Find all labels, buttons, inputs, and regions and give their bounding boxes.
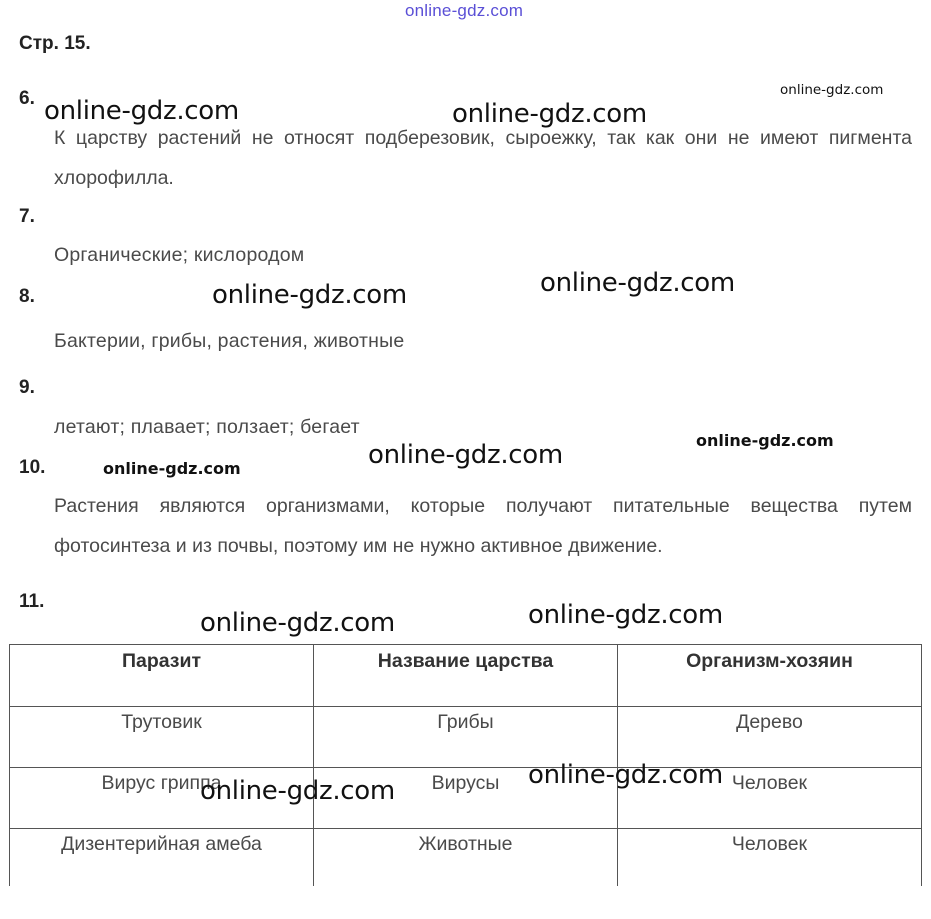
table-cell: Дизентерийная амеба: [10, 829, 314, 887]
question-number-7: 7.: [19, 206, 35, 227]
watermark: online-gdz.com: [200, 608, 395, 638]
watermark: online-gdz.com: [528, 760, 723, 790]
table-header-row: [10, 645, 922, 707]
watermark: online-gdz.com: [368, 440, 563, 470]
table-cell: Дерево: [618, 707, 922, 768]
table-cell: Человек: [618, 829, 922, 887]
answer-9: летают; плавает; ползает; бегает: [54, 416, 360, 438]
watermark: online-gdz.com: [103, 459, 241, 478]
table-cell: Вирус гриппа: [10, 768, 314, 829]
table-header-cell: Паразит: [10, 645, 314, 707]
answer-6: К царству растений не относят подберезовик, сыроежку, так как они не имеют пигмента хлорофилла.: [54, 127, 912, 189]
answer-7: Органические; кислородом: [54, 244, 305, 266]
watermark: online-gdz.com: [452, 99, 647, 129]
table-row: [10, 707, 922, 768]
watermark: online-gdz.com: [780, 82, 884, 98]
table-cell: Трутовик: [10, 707, 314, 768]
watermark: online-gdz.com: [528, 600, 723, 630]
table-row: [10, 768, 922, 829]
table-cell: Грибы: [314, 707, 618, 768]
answer-8: Бактерии, грибы, растения, животные: [54, 330, 405, 352]
watermark: online-gdz.com: [44, 96, 239, 126]
watermark: online-gdz.com: [696, 431, 834, 450]
question-number-11: 11.: [19, 591, 45, 612]
table-header-cell: Название царства: [314, 645, 618, 707]
answer-10: Растения являются организмами, которые получают питательные вещества путем фотосинтеза и из почвы, поэтому им не нужно активное движение.: [54, 495, 912, 557]
top-site-watermark: online-gdz.com: [405, 1, 524, 20]
table-cell: Животные: [314, 829, 618, 887]
page-title: Стр. 15.: [19, 33, 91, 54]
table-cell: Человек: [618, 768, 922, 829]
table-header-cell: Организм-хозяин: [618, 645, 922, 707]
table-row: [10, 829, 922, 887]
question-number-9: 9.: [19, 377, 35, 398]
question-number-10: 10.: [19, 457, 46, 478]
watermark: online-gdz.com: [540, 268, 735, 298]
watermark: online-gdz.com: [212, 280, 407, 310]
question-number-8: 8.: [19, 286, 35, 307]
parasite-table: [9, 644, 922, 886]
table-cell: Вирусы: [314, 768, 618, 829]
question-number-6: 6.: [19, 88, 35, 109]
watermark: online-gdz.com: [200, 776, 395, 806]
